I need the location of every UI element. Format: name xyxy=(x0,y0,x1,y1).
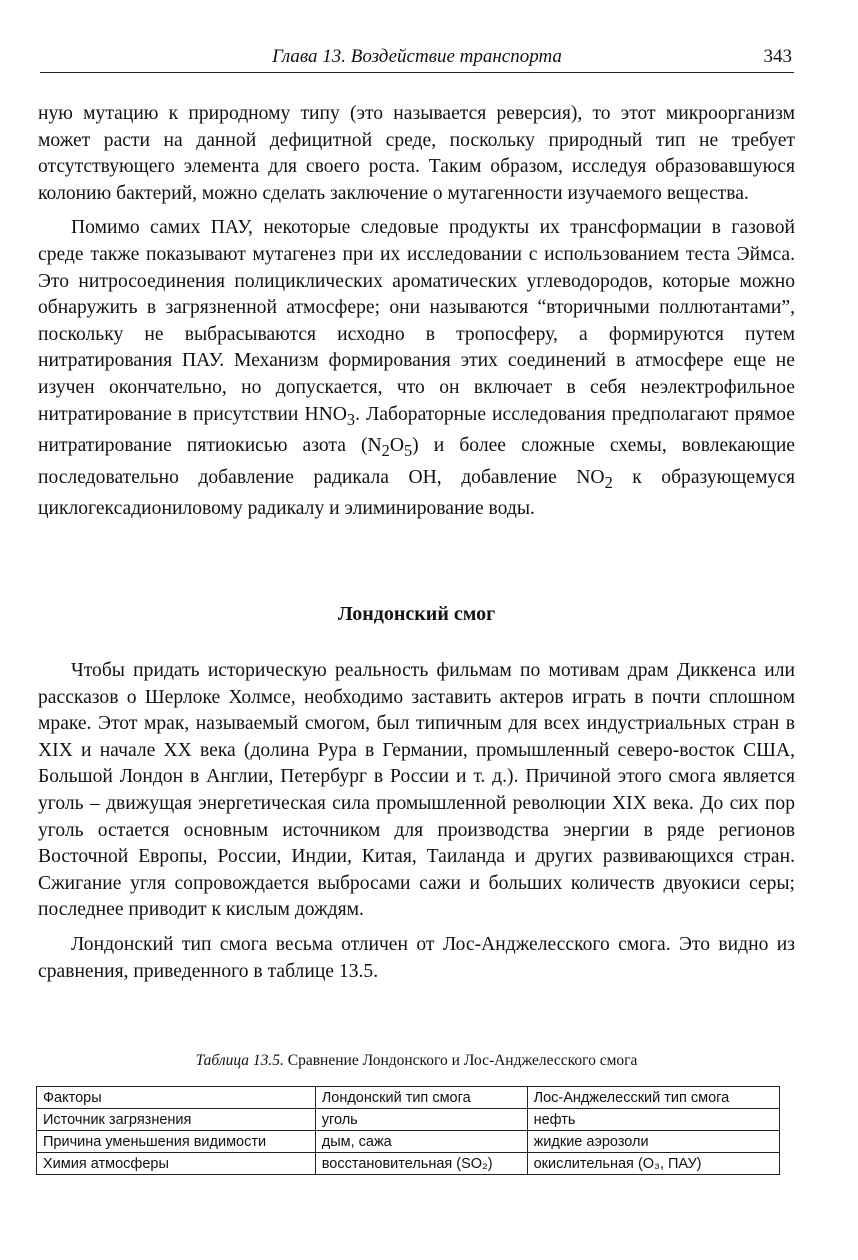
paragraph-london-smog: Чтобы придать историческую реальность фильмам по мотивам драм Диккенса или рассказов о Шерлоке Холмсе, необходимо заставить актеров играть в почти сплошном мраке. Этот мрак, называемый смогом, был типичным для всех индустриальных стран в XIX и начале XX века (долина Рура в Германии, промышленный северо-восток США, Большой Лондон в Англии, Петербург в России и т. д.). Причиной этого смога является уголь – движущая энергетическая сила промышленной революции XIX века. До сих пор уголь остается основным источником для производства энергии в ряде регионов Восточной Европы, России, Индии, Китая, Таиланда и других развивающихся стран. Сжигание угля сопровождается выбросами сажи и больших количеств двуокиси серы; последнее приводит к кислым дождям. xyxy=(38,660,795,921)
table-cell: Источник загрязнения xyxy=(37,1109,316,1131)
table-cell: окислительная (O₃, ПАУ) xyxy=(527,1153,779,1175)
paragraph-mutation: ную мутацию к природному типу (это называется реверсия), то этот микроорганизм может расти на данной дефицитной среде, поскольку природный тип не требует отсутствующего элемента для своего роста. Таким образом, исследуя образовавшуюся колонию бактерий, можно сделать заключение о мутагенности изучаемого вещества. xyxy=(38,103,795,204)
table-caption xyxy=(38,1052,795,1070)
paragraph-pah: Помимо самих ПАУ, некоторые следовые продукты их трансформации в газовой среде также показывают мутагенез при их исследовании с использованием теста Эймса. Это нитросоединения полициклических ароматических углеводородов, которые можно обнаружить в загрязненной атмосфере; они называются “вторичными поллютантами”, поскольку не выбрасываются исходно в тропосферу, а формируются путем нитратирования ПАУ. Механизм формирования этих соединений в атмосфере еще не изучен окончательно, но допускается, что он включает в себя неэлектрофильное нитратирование в присутствии $HNO_3$. Лабораторные исследования предполагают прямое нитратирование пятиокисью азота $(N_2O_5)$ и более сложные схемы, вовлекающие последовательно добавление радикала OH, добавление $NO_2$ к образующемуся циклогексадиониловому радикалу и элиминирование воды. xyxy=(38,217,796,520)
table-cell: нефть xyxy=(527,1109,779,1131)
smog-comparison-table xyxy=(36,1086,780,1175)
text-block-bottom xyxy=(38,658,795,993)
running-header xyxy=(40,44,794,73)
table-cell: Химия атмосферы xyxy=(37,1153,316,1175)
table-caption-text: Сравнение Лондонского и Лос-Анджелесского смога xyxy=(283,1052,638,1069)
table-row xyxy=(37,1109,780,1131)
table-cell: Причина уменьшения видимости xyxy=(37,1131,316,1153)
text-block-top xyxy=(38,101,795,531)
table-cell: дым, сажа xyxy=(315,1131,527,1153)
table-row xyxy=(37,1153,780,1175)
paragraph-comparison: Лондонский тип смога весьма отличен от Лос-Анджелесского смога. Это видно из сравнения, приведенного в таблице 13.5. xyxy=(38,933,795,982)
table-header-cell: Факторы xyxy=(37,1087,316,1109)
table-caption-label: Таблица 13.5. xyxy=(195,1052,284,1069)
page-number: 343 xyxy=(763,46,792,67)
section-heading: Лондонский смог xyxy=(337,603,496,625)
table-header-cell: Лос-Анджелесский тип смога xyxy=(527,1087,779,1109)
table-header-cell: Лондонский тип смога xyxy=(315,1087,527,1109)
table-row xyxy=(37,1131,780,1153)
table-cell: жидкие аэрозоли xyxy=(527,1131,779,1153)
table-cell: уголь xyxy=(315,1109,527,1131)
chapter-title: Глава 13. Воздействие транспорта xyxy=(272,46,562,67)
table-cell: восстановительная (SO₂) xyxy=(315,1153,527,1175)
table-header-row xyxy=(37,1087,780,1109)
